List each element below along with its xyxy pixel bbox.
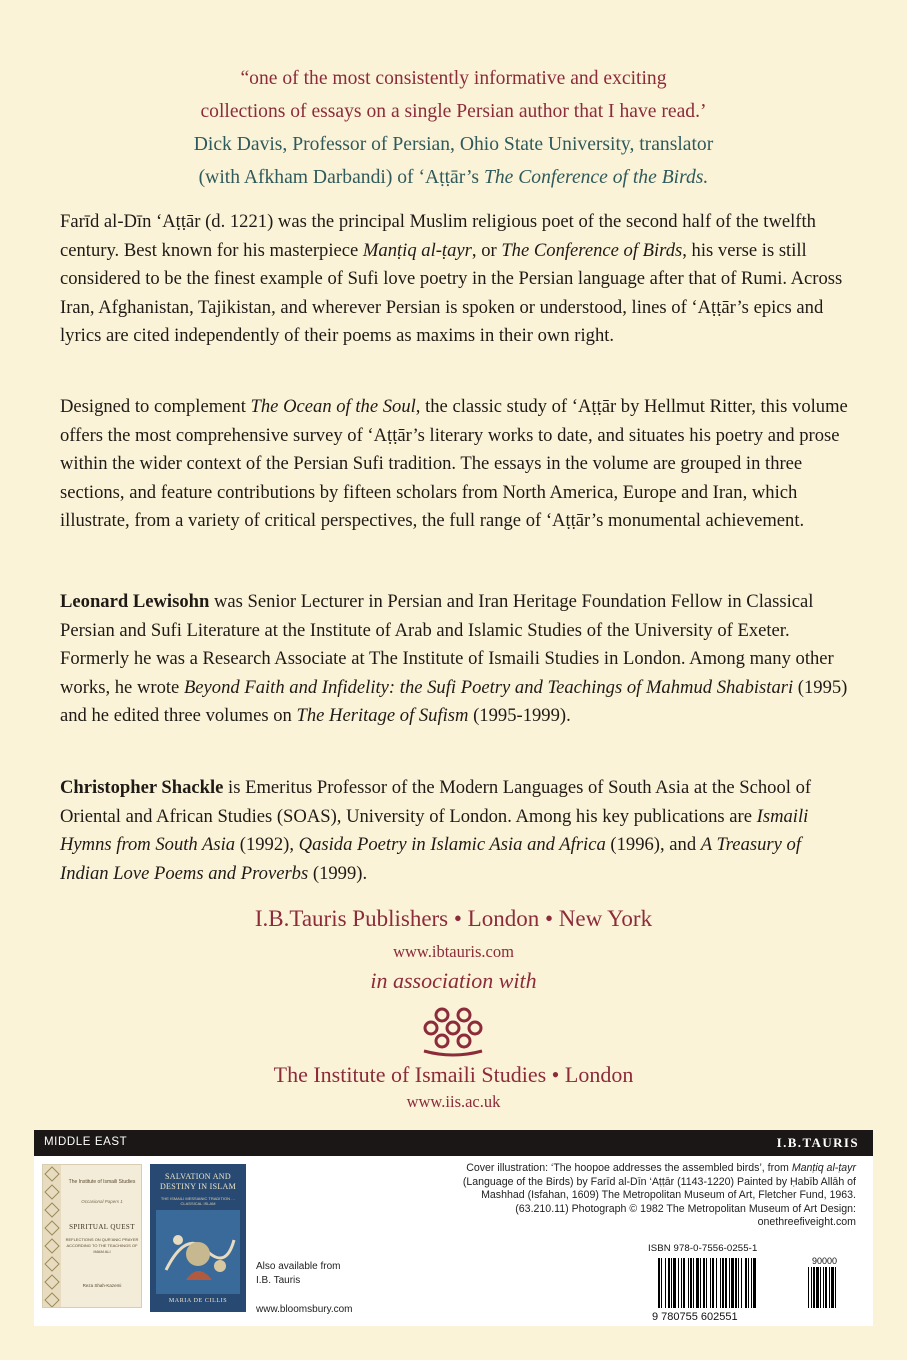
description-paragraph-1: Farīd al-Dīn ‘Aṭṭār (d. 1221) was the principal Muslim religious poet of the second half of the twelfth century. Best known for his masterpiece Manṭiq al-ṭayr, or The Conference of Birds, his verse is still considered to be the finest example of Sufi love poetry in the Persian language after that of Rumi. Across Iran, Afghanistan, Tajikistan, and wherever Persian is spoken or understood, lines of ‘Aṭṭār’s epics and lyrics are cited independently of their poems as maxims in their own right.: [60, 211, 843, 347]
publisher-url[interactable]: www.ibtauris.com: [393, 942, 514, 961]
bloomsbury-url[interactable]: www.bloomsbury.com: [256, 1304, 353, 1315]
iis-logo-icon: [416, 1003, 490, 1057]
painting-art-icon: [156, 1210, 240, 1294]
endorsement-quote: [60, 62, 847, 194]
barcode-number: 9 780755 602551: [652, 1311, 738, 1322]
book-cover-spiritual-quest[interactable]: The Institute of Ismaili Studies Occasional Papers 1 SPIRITUAL QUEST REFLECTIONS ON QUR’ANIC PRAYER ACCORDING TO THE TEACHINGS OF IMAM ALI Reza Shah-Kazemi: [42, 1164, 142, 1308]
author-bio-shackle: Christopher Shackle is Emeritus Professor of the Modern Languages of South Asia at the School of Oriental and African Studies (SOAS), University of London. Among his key publications are Ismaili Hymns from South Asia (1992), Qasida Poetry in Islamic Asia and Africa (1996), and A Treasury of Indian Love Poems and Proverbs (1999).: [60, 777, 812, 884]
barcode-icon: [648, 1256, 860, 1322]
quote-attribution-2: (with Afkham Darbandi) of ‘Aṭṭār’s The Conference of the Birds.: [198, 167, 709, 188]
cover-illustration-credit: Cover illustration: ‘The hoopoe addresses the assembled birds’, from Manṭiq al-ṭayr (Language of the Birds) by Farīd al-Dīn ‘Aṭṭār (1143-1220) Painted by Ḥabīb Allāh of Mashhad (Isfahan, 1609) The Metropolitan Museum of Art, Fletcher Fund, 1963. (63.210.11) Photograph © 1982 The Metropolitan Museum of Art Design: onethreefiveight.com: [462, 1162, 856, 1228]
category-bar: [34, 1130, 873, 1156]
institute-url[interactable]: www.iis.ac.uk: [406, 1092, 501, 1111]
barcode-addon-number: 90000: [812, 1256, 838, 1266]
association-text: in association with: [370, 968, 537, 993]
also-available-text: Also available from I.B. Tauris: [256, 1261, 341, 1286]
quote-attribution-1: Dick Davis, Professor of Persian, Ohio State University, translator: [193, 134, 714, 155]
author-bio-lewisohn: Leonard Lewisohn was Senior Lecturer in Persian and Iran Heritage Foundation Fellow in Classical Persian and Sufi Literature at the Institute of Arab and Islamic Studies of the University of Exeter. Formerly he was a Research Associate at The Institute of Ismaili Studies in London. Among many other works, he wrote Beyond Faith and Infidelity: the Sufi Poetry and Teachings of Mahmud Shabistari (1995) and he edited three volumes on The Heritage of Sufism (1995-1999).: [60, 591, 848, 727]
quote-line-2: collections of essays on a single Persian author that I have read.’: [200, 101, 707, 122]
book-cover-salvation-destiny[interactable]: SALVATION AND DESTINY IN ISLAM THE ISMAILI MESSIANIC TRADITION … CLASSICAL ISLAM MARIA DE CILLIS: [150, 1164, 246, 1312]
imprint-label: I.B.TAURIS: [776, 1135, 859, 1150]
info-panel: [34, 1156, 873, 1326]
description-paragraph-2: Designed to complement The Ocean of the Soul, the classic study of ‘Aṭṭār by Hellmut Ritter, this volume offers the most comprehensive survey of ‘Aṭṭār’s literary works to date, and situates his poetry and prose within the wider context of the Persian Sufi tradition. The essays in the volume are grouped in three sections, and feature contributions by fifteen scholars from North America, Europe and Iran, which illustrate, from a variety of critical perspectives, the full range of ‘Aṭṭār’s monumental achievement.: [60, 396, 848, 532]
institute-name: The Institute of Ismaili Studies • London: [273, 1062, 634, 1087]
quote-line-1: “one of the most consistently informative and exciting: [240, 68, 667, 89]
pattern-border-icon: [43, 1165, 61, 1308]
publisher-name: I.B.Tauris Publishers • London • New York: [254, 906, 653, 931]
category-label: MIDDLE EAST: [44, 1136, 128, 1148]
isbn-label: ISBN 978-0-7556-0255-1: [648, 1243, 758, 1254]
